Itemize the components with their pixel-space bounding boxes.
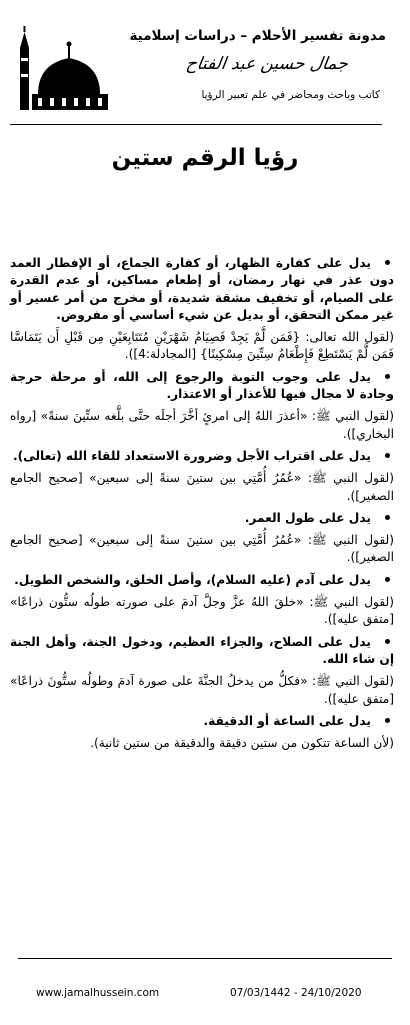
interpretation-bullet: يدل على كفارة الظهار، أو كفارة الجماع، أو الإفطار العمد دون عذر في نهار رمضان، أو إطعام مساكين، أو عدم القدرة على الصيام، أو تخفيف مشقة شديدة، أو مخرج من أمر عسير أو غير ممكن التحقق، أو بديل عن شيء أساسي أو مفروض. [10, 256, 394, 322]
interpretation-bullet: يدل على طول العمر. [10, 510, 394, 527]
author-subtitle: كاتب وباحث ومحاضر في علم تعبير الرؤيا [201, 89, 380, 101]
page-header [14, 22, 396, 122]
header-divider [10, 124, 382, 125]
evidence-quote: (لقول النبي ﷺ: «خلقَ اللهُ عزَّ وجلَّ آدمَ على صورته طولُه ستُّون ذراعًا» [متفق عليه]). [10, 595, 394, 627]
interpretation-bullet: يدل على الصلاح، والجزاء العظيم، ودخول الجنة، وأهل الجنة إن شاء الله. [10, 634, 394, 666]
bullet-icon [385, 515, 390, 520]
list-item [10, 713, 394, 753]
evidence-quote: (لأن الساعة تتكون من ستين دقيقة والدقيقة من ستين ثانية). [90, 736, 394, 751]
evidence-quote: (لقول النبي ﷺ: «عُمُرُ أُمَّتِي بين ستينَ سنةً إلى سبعين» [صحيح الجامع الصغير]). [10, 533, 394, 565]
bullet-icon [385, 639, 390, 644]
bullet-icon [385, 374, 390, 379]
list-item [10, 255, 394, 364]
author-signature: جمال حسين عبد الفتاح [184, 54, 350, 74]
list-item [10, 572, 394, 629]
list-item [10, 634, 394, 708]
evidence-quote: (لقول النبي ﷺ: «فكلُّ من يدخلُ الجنَّةَ على صورة آدمَ وطولُه ستُّونَ ذراعًا» [متفق عليه]). [10, 674, 394, 706]
list-item [10, 369, 394, 443]
interpretation-bullet: يدل على وجوب التوبة والرجوع إلى الله، أو مرحلة حرجة وجادة لا مجال فيها للأعذار أو الاعتذار. [10, 369, 394, 402]
footer-website-link[interactable]: www.jamalhussein.com [36, 987, 160, 999]
interpretation-bullet: يدل على الساعة أو الدقيقة. [10, 713, 394, 730]
list-item [10, 448, 394, 505]
footer-date: 07/03/1442 - 24/10/2020 [230, 987, 362, 999]
evidence-quote: (لقول النبي ﷺ: «أعذرَ اللهُ إلى امرئٍ أخَّرَ أجلَه حتَّى بلَّغه ستِّينَ سنةً» [رواه البخاري]). [10, 409, 394, 441]
page-title: رؤيا الرقم ستين [111, 145, 299, 171]
article-body [10, 255, 394, 757]
evidence-quote: (لقول النبي ﷺ: «عُمُرُ أُمَّتِي بين ستينَ سنةً إلى سبعين» [صحيح الجامع الصغير]). [10, 471, 394, 503]
interpretation-bullet: يدل على آدم (عليه السلام)، وأصل الخلق، والشخص الطويل. [10, 572, 394, 589]
interpretation-bullet: يدل على اقتراب الأجل وضرورة الاستعداد للقاء الله (تعالى). [10, 448, 394, 465]
blog-title: مدونة تفسير الأحلام – دراسات إسلامية [129, 28, 386, 44]
list-item [10, 510, 394, 567]
mosque-logo-icon [14, 24, 112, 114]
footer-divider [18, 958, 392, 959]
evidence-quote: (لقول الله تعالى: {فَمَن لَّمْ يَجِدْ فَصِيَامُ شَهْرَيْنِ مُتَتَابِعَيْنِ مِن قَبْلِ أَن يَتَمَاسَّا فَمَن لَّمْ يَسْتَطِعْ فَإِطْعَامُ سِتِّينَ مِسْكِينًا} [المجادلة:4]). [10, 330, 394, 362]
bullet-icon [385, 453, 390, 458]
bullet-icon [385, 718, 390, 723]
bullet-icon [385, 260, 390, 265]
bullet-icon [385, 577, 390, 582]
